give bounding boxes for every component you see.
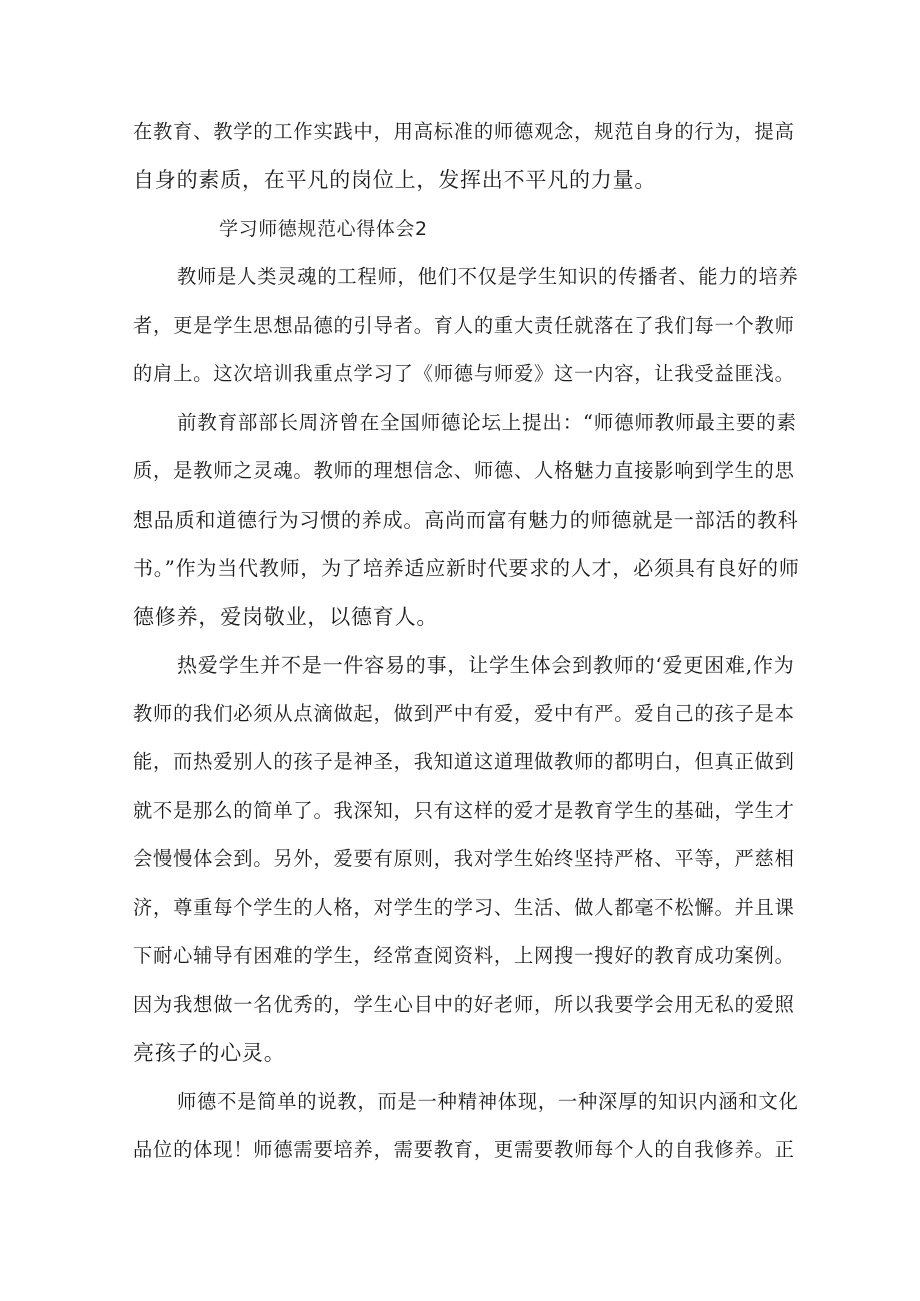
text-line: 会慢慢体会到。另外，爱要有原则，我对学生始终坚持严格、平等，严慈相 [133,847,795,870]
text-line: 热爱学生并不是一件容易的事，让学生体会到教师的‘爱更困难,作为 [177,653,795,677]
text-line: 想品质和道德行为习惯的养成。高尚而富有魅力的师德就是一部活的教科 [133,508,799,532]
text-line: 自身的素质，在平凡的岗位上，发挥出不平凡的力量。 [133,168,657,192]
text-line: 前教育部部长周济曾在全国师德论坛上提出：“师德师教师最主要的素 [177,411,797,434]
text-line: 的肩上。这次培训我重点学习了《师德与师爱》这一内容，让我受益匪浅。 [133,362,795,385]
text-line: 教师的我们必须从点滴做起，做到严中有爱，爱中有严。爱自己的孩子是本 [133,702,795,725]
text-line: 下耐心辅导有困难的学生，经常查阅资料，上网搜一搜好的教育成功案例。 [133,944,795,967]
text-line: 就不是那么的简单了。我深知，只有这样的爱才是教育学生的基础，学生才 [133,799,795,822]
text-line: 济，尊重每个学生的人格，对学生的学习、生活、做人都毫不松懈。并且课 [133,896,795,919]
section-heading: 学习师德规范心得体会2 [219,218,428,240]
text-line: 师德不是简单的说教，而是一种精神体现，一种深厚的知识内涵和文化 [177,1090,799,1113]
text-line: 品位的体现！师德需要培养，需要教育，更需要教师每个人的自我修养。正 [133,1138,795,1161]
text-line: 质，是教师之灵魂。教师的理想信念、师德、人格魅力直接影响到学生的思 [133,459,795,482]
text-line: 在教育、教学的工作实践中，用高标准的师德观念，规范自身的行为，提高 [133,120,795,143]
text-line: 者，更是学生思想品德的引导者。育人的重大责任就落在了我们每一个教师 [133,314,795,337]
text-line: 因为我想做一名优秀的，学生心目中的好老师，所以我要学会用无私的爱照 [133,993,795,1016]
text-line: 书。”作为当代教师，为了培养适应新时代要求的人才，必须具有良好的师 [133,556,800,580]
text-line: 教师是人类灵魂的工程师，他们不仅是学生知识的传播者、能力的培养 [177,265,799,288]
text-line: 德修养，爱岗敬业，以德育人。 [133,605,439,629]
text-line: 能，而热爱别人的孩子是神圣，我知道这道理做教师的都明白，但真正做到 [133,750,795,773]
text-line: 亮孩子的心灵。 [133,1041,286,1065]
